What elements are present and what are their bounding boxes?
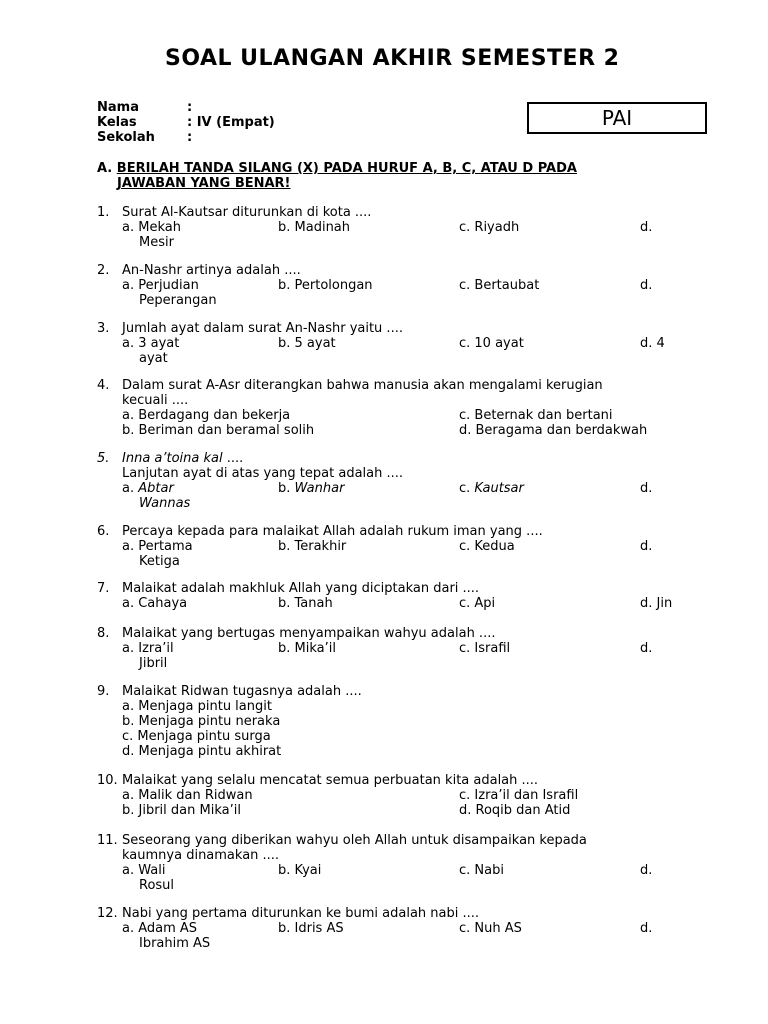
option-d-continued: Wannas [139, 496, 191, 511]
question-stem: An-Nashr artinya adalah .... [122, 263, 301, 278]
question-2 [97, 263, 697, 308]
option-d-continued: Jibril [139, 656, 168, 671]
option-a: a. Izra’il [122, 641, 174, 656]
option-row [122, 481, 697, 496]
option-row [122, 596, 697, 611]
question-number: 10. [97, 773, 118, 788]
option-b: b. 5 ayat [278, 336, 336, 351]
identity-label: Sekolah [97, 130, 155, 145]
option-b: b. Beriman dan beramal solih [122, 423, 315, 438]
option-d-continued: ayat [139, 351, 168, 366]
question-number: 4. [97, 378, 110, 393]
question-stem: Malaikat yang selalu mencatat semua perbuatan kita adalah .... [122, 773, 539, 788]
option-c: c. Menjaga pintu surga [122, 729, 271, 744]
question-stem-tail: .... [222, 451, 244, 466]
option-c: c. Izra’il dan Israfil [459, 788, 579, 803]
option-row [122, 539, 697, 554]
option-c [459, 481, 524, 496]
option-row [122, 336, 697, 351]
option-b: b. Terakhir [278, 539, 347, 554]
identity-label: Nama [97, 100, 139, 115]
option-c: c. Kedua [459, 539, 515, 554]
identity-value: : [187, 100, 193, 115]
option-a: a. 3 ayat [122, 336, 180, 351]
question-number: 5. [97, 451, 110, 466]
option-c: c. Israfil [459, 641, 511, 656]
option-a: a. Pertama [122, 539, 193, 554]
option-row [122, 278, 697, 293]
question-8 [97, 626, 697, 671]
question-number: 12. [97, 906, 118, 921]
question-stem-continued: kaumnya dinamakan .... [122, 848, 280, 863]
option-b: b. Mika’il [278, 641, 336, 656]
option-c: c. Nuh AS [459, 921, 522, 936]
question-number: 9. [97, 684, 110, 699]
section-instruction [97, 161, 657, 191]
option-d: d. [640, 539, 653, 554]
option-a [122, 481, 174, 496]
option-d: d. [640, 220, 653, 235]
question-stem: Percaya kepada para malaikat Allah adalah rukum iman yang .... [122, 524, 543, 539]
option-b [278, 481, 344, 496]
question-verse: Inna a’toina kal [122, 451, 223, 466]
option-c: c. Beternak dan bertani [459, 408, 613, 423]
question-5 [97, 451, 697, 511]
option-d-continued: Ibrahim AS [139, 936, 211, 951]
section-letter: A. [97, 161, 113, 176]
option-row [122, 921, 697, 936]
option-d: d. [640, 278, 653, 293]
option-b: b. Idris AS [278, 921, 344, 936]
option-b: b. Madinah [278, 220, 351, 235]
option-a: a. Perjudian [122, 278, 199, 293]
option-d: d. [640, 921, 653, 936]
option-prefix: a. [122, 481, 139, 496]
identity-value: : IV (Empat) [187, 115, 275, 130]
question-number: 1. [97, 205, 110, 220]
subject-box: PAI [527, 102, 707, 134]
option-row [122, 803, 697, 818]
identity-label: Kelas [97, 115, 137, 130]
option-b: b. Pertolongan [278, 278, 373, 293]
question-stem: Malaikat Ridwan tugasnya adalah .... [122, 684, 362, 699]
option-a: a. Wali [122, 863, 166, 878]
option-prefix: c. [459, 481, 475, 496]
option-d-continued: Mesir [139, 235, 174, 250]
question-4 [97, 378, 697, 438]
question-stem: Dalam surat A-Asr diterangkan bahwa manusia akan mengalami kerugian [122, 378, 603, 393]
option-d-continued: Rosul [139, 878, 175, 893]
option-a: a. Malik dan Ridwan [122, 788, 253, 803]
option-d-continued: Peperangan [139, 293, 217, 308]
question-stem: Surat Al-Kautsar diturunkan di kota .... [122, 205, 372, 220]
option-a: a. Adam AS [122, 921, 198, 936]
option-text: Kautsar [474, 481, 524, 496]
option-d-continued: Ketiga [139, 554, 180, 569]
instruction-line-1: BERILAH TANDA SILANG (X) PADA HURUF A, B, C, ATAU D PADA [116, 161, 577, 176]
question-6 [97, 524, 697, 569]
option-a: a. Berdagang dan bekerja [122, 408, 291, 423]
option-c: c. Bertaubat [459, 278, 540, 293]
option-b: b. Jibril dan Mika’il [122, 803, 241, 818]
option-d: d. 4 [640, 336, 665, 351]
question-10 [97, 773, 697, 818]
option-prefix: b. [278, 481, 295, 496]
option-row [122, 423, 697, 438]
question-11 [97, 833, 697, 893]
question-stem: Nabi yang pertama diturunkan ke bumi adalah nabi .... [122, 906, 480, 921]
option-b: b. Kyai [278, 863, 322, 878]
question-7 [97, 581, 697, 611]
option-a: a. Menjaga pintu langit [122, 699, 272, 714]
option-c: c. Api [459, 596, 496, 611]
option-d: d. Beragama dan berdakwah [459, 423, 648, 438]
option-row [122, 788, 697, 803]
question-stem: Malaikat adalah makhluk Allah yang diciptakan dari .... [122, 581, 480, 596]
option-a: a. Mekah [122, 220, 181, 235]
option-c: c. 10 ayat [459, 336, 524, 351]
question-number: 11. [97, 833, 118, 848]
question-number: 3. [97, 321, 110, 336]
option-row [122, 641, 697, 656]
question-number: 7. [97, 581, 110, 596]
option-row [122, 220, 697, 235]
question-3 [97, 321, 697, 366]
option-d: d. Roqib dan Atid [459, 803, 571, 818]
option-a: a. Cahaya [122, 596, 188, 611]
question-stem-continued: kecuali .... [122, 393, 189, 408]
option-row [122, 863, 697, 878]
option-text: Abtar [138, 481, 174, 496]
option-d: d. [640, 641, 653, 656]
question-1 [97, 205, 697, 250]
option-d: d. [640, 481, 653, 496]
question-number: 8. [97, 626, 110, 641]
option-row [122, 408, 697, 423]
option-c: c. Riyadh [459, 220, 520, 235]
page-title: SOAL ULANGAN AKHIR SEMESTER 2 [165, 46, 620, 71]
option-d: d. Jin [640, 596, 673, 611]
option-b: b. Tanah [278, 596, 333, 611]
option-d: d. [640, 863, 653, 878]
option-text: Wanhar [294, 481, 345, 496]
option-c: c. Nabi [459, 863, 504, 878]
option-d: d. Menjaga pintu akhirat [122, 744, 282, 759]
question-9 [97, 684, 697, 759]
question-stem: Seseorang yang diberikan wahyu oleh Allah untuk disampaikan kepada [122, 833, 587, 848]
question-number: 6. [97, 524, 110, 539]
question-12 [97, 906, 697, 951]
question-number: 2. [97, 263, 110, 278]
instruction-line-2: JAWABAN YANG BENAR! [117, 176, 291, 191]
option-b: b. Menjaga pintu neraka [122, 714, 281, 729]
question-stem: Jumlah ayat dalam surat An-Nashr yaitu .... [122, 321, 403, 336]
question-stem-continued: Lanjutan ayat di atas yang tepat adalah .... [122, 466, 404, 481]
question-stem: Malaikat yang bertugas menyampaikan wahyu adalah .... [122, 626, 496, 641]
identity-value: : [187, 130, 193, 145]
